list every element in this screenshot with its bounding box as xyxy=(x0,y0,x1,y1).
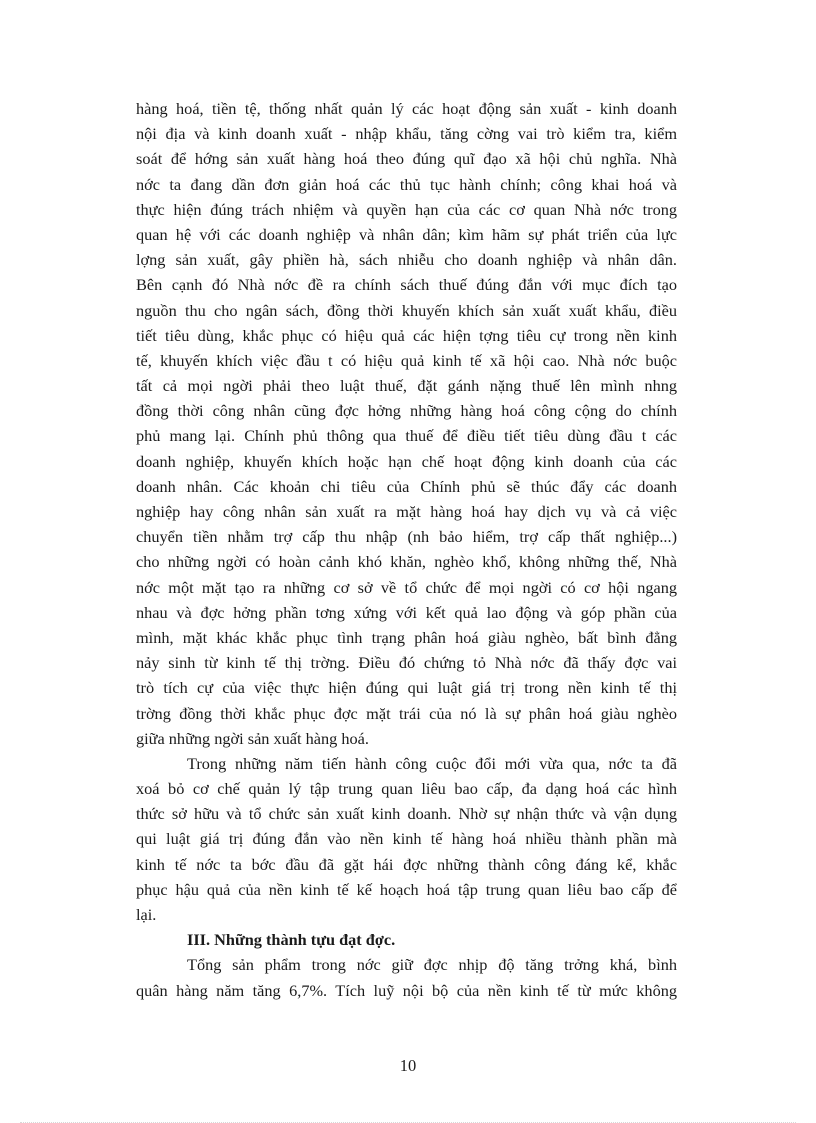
text-line: nớc ta đang dần đơn giản hoá các thủ tục hành chính; công khai hoá và xyxy=(136,174,677,194)
text-line: nảy sinh từ kinh tế thị trờng. Điều đó chứng tỏ Nhà nớc đã thấy đợc vai xyxy=(136,653,677,673)
paragraph-3 xyxy=(136,952,677,1002)
text-line: phủ mang lại. Chính phủ thông qua thuế để điều tiết tiêu dùng đầu t các xyxy=(136,426,677,446)
page-number: 10 xyxy=(399,1056,417,1075)
text-line: kinh tế nớc ta bớc đầu đã gặt hái đợc những thành công đáng kể, khắc xyxy=(136,854,677,874)
text-line: Tổng sản phẩm trong nớc giữ đợc nhịp độ tăng trởng khá, bình xyxy=(187,955,677,975)
text-line: trờng đồng thời khắc phục đợc mặt trái của nó là sự phân hoá giàu nghèo xyxy=(136,703,677,723)
text-line: thức sở hữu và tổ chức sản xuất kinh doanh. Nhờ sự nhận thức và vận dụng xyxy=(136,804,677,824)
paragraph-2 xyxy=(136,751,677,927)
text-line: lại. xyxy=(136,905,157,924)
text-line: tế, khuyến khích việc đầu t có hiệu quả kinh tế xã hội cao. Nhà nớc buộc xyxy=(136,350,677,370)
text-line: thực hiện đúng trách nhiệm và quyền hạn của các cơ quan Nhà nớc trong xyxy=(136,199,677,219)
text-line: doanh nghiệp, khuyến khích hoặc hạn chế hoạt động kinh doanh của các xyxy=(136,451,677,471)
text-line: xoá bỏ cơ chế quản lý tập trung quan liêu bao cấp, đa dạng hoá các hình xyxy=(136,779,677,799)
text-line: đồng thời công nhân cũng đợc hởng những hàng hoá công cộng do chính xyxy=(136,401,677,421)
text-line: tiết tiêu dùng, khắc phục có hiệu quả các hiện tợng tiêu cự trong nền kinh xyxy=(136,325,677,345)
text-line: mình, mặt khác khắc phục tình trạng phân hoá giàu nghèo, bất bình đẳng xyxy=(136,627,677,647)
page-body xyxy=(136,96,677,1003)
text-line: doanh nhân. Các khoản chi tiêu của Chính phủ sẽ thúc đẩy các doanh xyxy=(136,476,677,496)
text-line: trò tích cự của việc thực hiện đúng qui luật giá trị trong nền kinh tế thị xyxy=(136,678,677,698)
text-line: qui luật giá trị đúng đắn vào nền kinh tế hàng hoá nhiều thành phần mà xyxy=(136,829,677,849)
paragraph-1 xyxy=(136,96,677,751)
text-line: chuyển tiền nhằm trợ cấp thu nhập (nh bảo hiểm, trợ cấp thất nghiệp...) xyxy=(136,527,677,547)
text-line: hàng hoá, tiền tệ, thống nhất quản lý các hoạt động sản xuất - kinh doanh xyxy=(136,99,677,118)
text-line: nhau và đợc hởng phần tơng xứng với kết quả lao động và góp phần của xyxy=(136,602,677,622)
text-line: Bên cạnh đó Nhà nớc đề ra chính sách thuế đúng đắn với mục đích tạo xyxy=(136,275,677,295)
section-heading: III. Những thành tựu đạt đợc. xyxy=(187,930,396,950)
text-line: nớc một mặt tạo ra những cơ sở về tổ chức để mọi ngời có cơ hội ngang xyxy=(136,577,677,597)
text-line: Trong những năm tiến hành công cuộc đổi mới vừa qua, nớc ta đã xyxy=(187,753,677,773)
text-line: lợng sản xuất, gây phiền hà, sách nhiễu cho doanh nghiệp và nhân dân. xyxy=(136,250,677,270)
text-line: phục hậu quả của nền kinh tế kế hoạch hoá tập trung quan liêu bao cấp để xyxy=(136,879,677,899)
text-line: quân hàng năm tăng 6,7%. Tích luỹ nội bộ của nền kinh tế từ mức không xyxy=(136,980,677,1000)
text-line: giữa những ngời sản xuất hàng hoá. xyxy=(136,728,369,748)
text-line: nội địa và kinh doanh xuất - nhập khẩu, tăng cờng vai trò kiểm tra, kiểm xyxy=(136,124,677,144)
text-line: cho những ngời có hoàn cảnh khó khăn, nghèo khổ, không những thế, Nhà xyxy=(136,552,677,572)
text-line: nguồn thu cho ngân sách, đồng thời khuyến khích sản xuất xuất khẩu, điều xyxy=(136,300,677,320)
text-line: nghiệp hay công nhân sản xuất ra mặt hàng hoá hay dịch vụ và cả việc xyxy=(136,502,677,521)
text-line: tất cả mọi ngời phải theo luật thuế, đặt gánh nặng thuế lên mình nhng xyxy=(136,376,677,396)
text-line: soát để hớng sản xuất hàng hoá theo đúng quĩ đạo xã hội chủ nghĩa. Nhà xyxy=(136,149,677,169)
text-line: quan hệ với các doanh nghiệp và nhân dân; kìm hãm sự phát triển của lực xyxy=(136,224,677,244)
